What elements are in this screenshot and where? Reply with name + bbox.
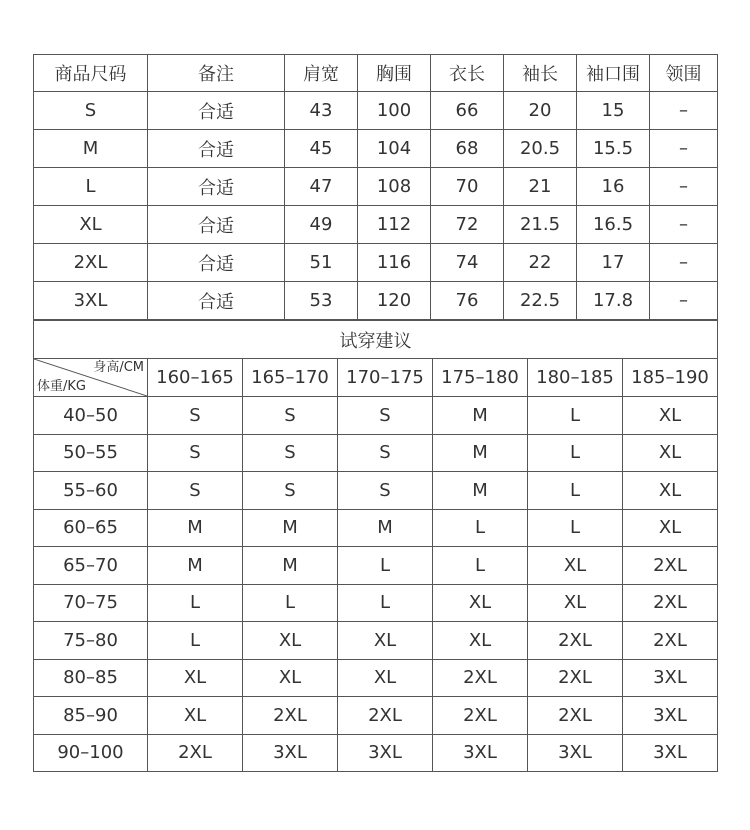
advice-row — [34, 734, 718, 772]
suggested-size-cell: XL — [433, 584, 528, 622]
advice-row — [34, 659, 718, 697]
height-unit-label: 身高/CM — [93, 360, 144, 375]
size-header-cell: 备注 — [148, 55, 285, 92]
suggested-size-cell: M — [338, 509, 433, 547]
size-cell: 108 — [358, 168, 431, 206]
size-cell: 22.5 — [504, 282, 577, 320]
size-cell: 76 — [431, 282, 504, 320]
suggested-size-cell: 2XL — [623, 547, 718, 585]
suggested-size-cell: M — [433, 472, 528, 510]
suggested-size-cell: 2XL — [528, 659, 623, 697]
suggested-size-cell: XL — [433, 622, 528, 660]
suggested-size-cell: L — [148, 622, 243, 660]
suggested-size-cell: 2XL — [528, 697, 623, 735]
size-row — [34, 130, 718, 168]
size-cell: 21 — [504, 168, 577, 206]
suggested-size-cell: L — [243, 584, 338, 622]
size-cell: 合适 — [148, 282, 285, 320]
suggested-size-cell: 2XL — [148, 734, 243, 772]
size-cell: 合适 — [148, 244, 285, 282]
size-header-cell: 袖口围 — [577, 55, 650, 92]
size-cell: 100 — [358, 92, 431, 130]
suggested-size-cell: 3XL — [433, 734, 528, 772]
suggested-size-cell: L — [528, 434, 623, 472]
size-cell: 104 — [358, 130, 431, 168]
height-range-header: 180–185 — [528, 359, 623, 397]
suggested-size-cell: L — [433, 547, 528, 585]
suggested-size-cell: 3XL — [338, 734, 433, 772]
size-cell: 合适 — [148, 92, 285, 130]
size-cell: 17 — [577, 244, 650, 282]
suggested-size-cell: S — [338, 397, 433, 435]
size-cell: 74 — [431, 244, 504, 282]
weight-range-cell: 80–85 — [34, 659, 148, 697]
size-cell: S — [34, 92, 148, 130]
suggested-size-cell: 2XL — [528, 622, 623, 660]
suggested-size-cell: XL — [623, 397, 718, 435]
size-cell: 112 — [358, 206, 431, 244]
suggested-size-cell: S — [148, 472, 243, 510]
suggested-size-cell: L — [433, 509, 528, 547]
size-cell: 70 — [431, 168, 504, 206]
advice-row — [34, 397, 718, 435]
height-range-header: 175–180 — [433, 359, 528, 397]
suggested-size-cell: M — [243, 547, 338, 585]
suggested-size-cell: S — [148, 434, 243, 472]
size-cell: – — [650, 168, 718, 206]
weight-range-cell: 65–70 — [34, 547, 148, 585]
suggested-size-cell: 2XL — [623, 622, 718, 660]
suggested-size-cell: 2XL — [433, 659, 528, 697]
advice-row — [34, 622, 718, 660]
size-cell: 合适 — [148, 168, 285, 206]
size-cell: 21.5 — [504, 206, 577, 244]
suggested-size-cell: L — [338, 547, 433, 585]
size-cell: – — [650, 282, 718, 320]
suggested-size-cell: S — [243, 434, 338, 472]
size-cell: 15 — [577, 92, 650, 130]
suggested-size-cell: 2XL — [338, 697, 433, 735]
suggested-size-cell: XL — [528, 547, 623, 585]
size-row — [34, 206, 718, 244]
suggested-size-cell: XL — [623, 434, 718, 472]
size-header-cell: 胸围 — [358, 55, 431, 92]
fit-advice-title: 试穿建议 — [34, 321, 718, 359]
suggested-size-cell: XL — [243, 659, 338, 697]
size-header-cell: 肩宽 — [285, 55, 358, 92]
suggested-size-cell: XL — [148, 659, 243, 697]
size-cell: 53 — [285, 282, 358, 320]
size-header-cell: 商品尺码 — [34, 55, 148, 92]
size-chart-table — [33, 54, 718, 320]
weight-range-cell: 55–60 — [34, 472, 148, 510]
advice-row — [34, 697, 718, 735]
suggested-size-cell: 2XL — [623, 584, 718, 622]
size-cell: 合适 — [148, 206, 285, 244]
size-cell: 66 — [431, 92, 504, 130]
size-cell: 15.5 — [577, 130, 650, 168]
suggested-size-cell: XL — [623, 472, 718, 510]
suggested-size-cell: XL — [338, 622, 433, 660]
suggested-size-cell: M — [148, 509, 243, 547]
suggested-size-cell: S — [338, 472, 433, 510]
size-cell: – — [650, 206, 718, 244]
size-header-cell: 领围 — [650, 55, 718, 92]
size-row — [34, 168, 718, 206]
suggested-size-cell: 3XL — [623, 659, 718, 697]
suggested-size-cell: S — [243, 397, 338, 435]
suggested-size-cell: XL — [338, 659, 433, 697]
suggested-size-cell: 3XL — [623, 734, 718, 772]
advice-row — [34, 584, 718, 622]
suggested-size-cell: M — [433, 397, 528, 435]
size-cell: 47 — [285, 168, 358, 206]
size-cell: 2XL — [34, 244, 148, 282]
suggested-size-cell: XL — [528, 584, 623, 622]
suggested-size-cell: 3XL — [623, 697, 718, 735]
size-cell: 16 — [577, 168, 650, 206]
suggested-size-cell: 3XL — [528, 734, 623, 772]
size-cell: 45 — [285, 130, 358, 168]
advice-row — [34, 547, 718, 585]
suggested-size-cell: 2XL — [433, 697, 528, 735]
weight-unit-label: 体重/KG — [37, 379, 86, 394]
size-row — [34, 244, 718, 282]
suggested-size-cell: S — [338, 434, 433, 472]
fit-advice-table — [33, 320, 718, 772]
suggested-size-cell: L — [528, 397, 623, 435]
weight-range-cell: 50–55 — [34, 434, 148, 472]
weight-range-cell: 90–100 — [34, 734, 148, 772]
size-cell: 3XL — [34, 282, 148, 320]
height-range-header: 165–170 — [243, 359, 338, 397]
size-row — [34, 282, 718, 320]
height-weight-corner-cell — [34, 359, 148, 397]
size-cell: 20 — [504, 92, 577, 130]
size-cell: 68 — [431, 130, 504, 168]
size-cell: 116 — [358, 244, 431, 282]
weight-range-cell: 60–65 — [34, 509, 148, 547]
suggested-size-cell: S — [148, 397, 243, 435]
advice-row — [34, 472, 718, 510]
height-range-header: 170–175 — [338, 359, 433, 397]
size-header-row — [34, 55, 718, 92]
suggested-size-cell: L — [338, 584, 433, 622]
advice-row — [34, 509, 718, 547]
suggested-size-cell: L — [528, 509, 623, 547]
size-cell: 120 — [358, 282, 431, 320]
suggested-size-cell: 3XL — [243, 734, 338, 772]
size-cell: M — [34, 130, 148, 168]
size-cell: 22 — [504, 244, 577, 282]
size-cell: XL — [34, 206, 148, 244]
weight-range-cell: 70–75 — [34, 584, 148, 622]
suggested-size-cell: 2XL — [243, 697, 338, 735]
size-header-cell: 衣长 — [431, 55, 504, 92]
size-cell: 合适 — [148, 130, 285, 168]
size-cell: 20.5 — [504, 130, 577, 168]
weight-range-cell: 40–50 — [34, 397, 148, 435]
suggested-size-cell: L — [528, 472, 623, 510]
size-header-cell: 袖长 — [504, 55, 577, 92]
size-cell: 51 — [285, 244, 358, 282]
suggested-size-cell: XL — [623, 509, 718, 547]
weight-range-cell: 85–90 — [34, 697, 148, 735]
size-row — [34, 92, 718, 130]
suggested-size-cell: S — [243, 472, 338, 510]
height-range-header: 185–190 — [623, 359, 718, 397]
suggested-size-cell: XL — [148, 697, 243, 735]
size-cell: 17.8 — [577, 282, 650, 320]
height-range-header: 160–165 — [148, 359, 243, 397]
size-cell: L — [34, 168, 148, 206]
size-cell: 16.5 — [577, 206, 650, 244]
weight-range-cell: 75–80 — [34, 622, 148, 660]
suggested-size-cell: XL — [243, 622, 338, 660]
advice-row — [34, 434, 718, 472]
size-cell: 72 — [431, 206, 504, 244]
suggested-size-cell: M — [433, 434, 528, 472]
suggested-size-cell: L — [148, 584, 243, 622]
size-cell: – — [650, 130, 718, 168]
size-cell: 49 — [285, 206, 358, 244]
size-cell: – — [650, 244, 718, 282]
size-cell: – — [650, 92, 718, 130]
suggested-size-cell: M — [243, 509, 338, 547]
size-cell: 43 — [285, 92, 358, 130]
suggested-size-cell: M — [148, 547, 243, 585]
